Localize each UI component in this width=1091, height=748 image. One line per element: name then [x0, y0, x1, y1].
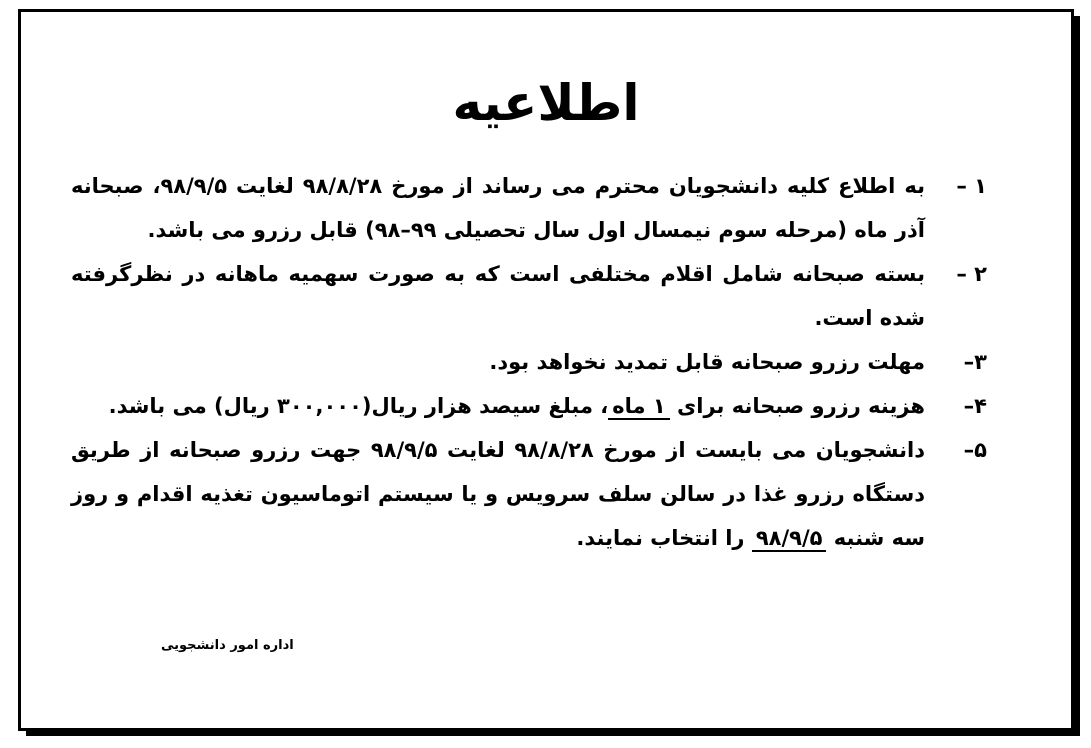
- item-text: [71, 384, 925, 428]
- notice-item-2: [71, 252, 987, 340]
- underlined-duration: ۱ ماه: [608, 394, 669, 420]
- notice-items: [71, 164, 987, 560]
- notice-item-1: [71, 164, 987, 252]
- item-text-after: را انتخاب نمایند.: [576, 526, 745, 550]
- item-number: ۳–: [963, 350, 987, 374]
- item-text: [71, 428, 925, 560]
- notice-item-3: [71, 340, 987, 384]
- notice-page: [18, 9, 1074, 731]
- item-text-before: هزینه رزرو صبحانه برای: [677, 394, 925, 418]
- notice-item-4: [71, 384, 987, 428]
- signature: اداره امور دانشجویی: [161, 638, 294, 653]
- underlined-date: ۹۸/۹/۵: [752, 526, 827, 552]
- notice-item-5: [71, 428, 987, 560]
- item-text-after: ، مبلغ سیصد هزار ریال(۳۰۰,۰۰۰ ریال) می باشد.: [108, 394, 609, 418]
- item-number: ۵–: [963, 438, 987, 462]
- item-text: بسته صبحانه شامل اقلام مختلفی است که به صورت سهمیه ماهانه در نظرگرفته شده است.: [71, 262, 925, 330]
- item-text-before: دانشجویان می بایست از مورخ ۹۸/۸/۲۸ لغایت ۹۸/۹/۵ جهت رزرو صبحانه از طریق دستگاه رزرو غذا در سالن سلف سرویس و یا سیستم اتوماسیون تغذیه اقدام و روز سه شنبه: [71, 438, 925, 550]
- item-number: ۴–: [963, 394, 987, 418]
- item-text: به اطلاع کلیه دانشجویان محترم می رساند از مورخ ۹۸/۸/۲۸ لغایت ۹۸/۹/۵، صبحانه آذر ماه (مرحله سوم نیمسال اول سال تحصیلی ۹۹–۹۸) قابل رزرو می باشد.: [71, 174, 925, 242]
- notice-title: اطلاعیه: [452, 74, 640, 132]
- item-text: مهلت رزرو صبحانه قابل تمدید نخواهد بود.: [489, 350, 925, 374]
- item-number: ۱ –: [956, 174, 987, 198]
- item-number: ۲ –: [956, 262, 987, 286]
